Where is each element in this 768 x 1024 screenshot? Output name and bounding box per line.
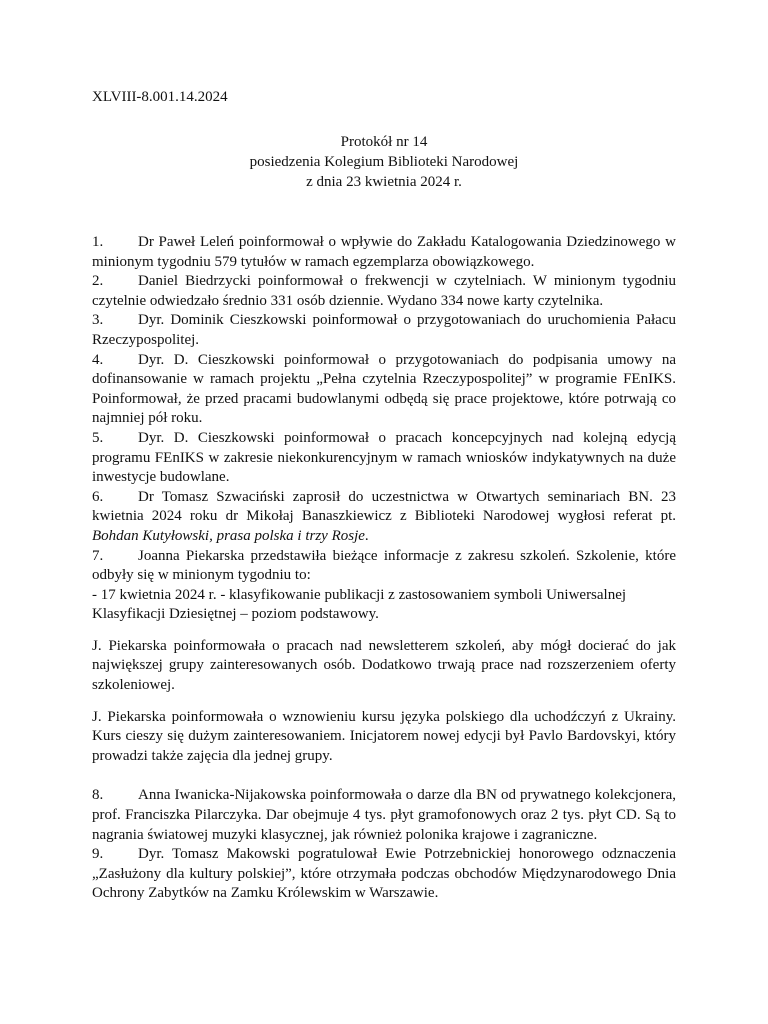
item-text: Dyr. Dominik Cieszkowski poinformował o przygotowaniach do uruchomienia Pałacu Rzeczypospolitej. <box>92 312 676 348</box>
protocol-title: Protokół nr 14 <box>340 134 428 150</box>
item-text: Joanna Piekarska przedstawiła bieżące informacje z zakresu szkoleń. Szkolenie, które odbyły się w minionym tygodniu to: <box>92 547 676 584</box>
document-heading <box>92 132 676 192</box>
list-item-3 <box>92 311 676 350</box>
list-item-8 <box>92 786 676 845</box>
item-number: 4. <box>92 351 104 368</box>
list-item-1 <box>92 233 676 272</box>
item-text: Dyr. D. Cieszkowski poinformował o pracach koncepcyjnych nad kolejną edycją programu FEnIKS w zakresie niekonkurencyjnym w ramach wniosków indykatywnych na duże inwestycje budowlane. <box>92 429 676 486</box>
item-number: 2. <box>92 273 104 290</box>
item-number: 6. <box>92 488 104 505</box>
list-item-2 <box>92 272 676 311</box>
lecture-title: Bohdan Kutyłowski, prasa polska i trzy Rosje <box>92 527 365 544</box>
list-item-4 <box>92 351 676 429</box>
item-text: Daniel Biedrzycki poinformował o frekwencji w czytelniach. W minionym tygodniu czytelnie odwiedzało średnio 331 osób dziennie. Wydano 334 nowe karty czytelnika. <box>92 273 676 309</box>
list-item-9 <box>92 845 676 904</box>
item-number: 9. <box>92 846 104 863</box>
document-body <box>92 233 676 904</box>
item-number: 1. <box>92 234 104 250</box>
item-text-end: . <box>364 527 369 544</box>
paragraph-language-course: J. Piekarska poinformowała o wznowieniu kursu języka polskiego dla uchodźczyń z Ukrainy. Kurs cieszy się dużym zainteresowaniem. Inicjatorem nowej edycji był Pavlo Bardovskyi, który prowadzi także zajęcia dla jednej grupy. <box>92 708 676 764</box>
item-number: 8. <box>92 787 104 804</box>
list-item-5 <box>92 429 676 488</box>
item-number: 7. <box>92 547 104 564</box>
item-text: Anna Iwanicka-Nijakowska poinformowała o darze dla BN od prywatnego kolekcjonera, prof. Franciszka Pilarczyka. Dar obejmuje 4 tys. płyt gramofonowych oraz 2 tys. płyt CD. Są to nagrania światowej muzyki klasycznej, jak również polonika krajowe i zagraniczne. <box>92 787 676 843</box>
training-entry: - 17 kwietnia 2024 r. - klasyfikowanie publikacji z zastosowaniem symboli Uniwersalnej Klasyfikacji Dziesiętnej – poziom podstawowy. <box>92 586 627 623</box>
list-item-7 <box>92 547 676 586</box>
item-number: 3. <box>92 312 104 329</box>
item-text: Dr Tomasz Szwaciński zaprosił do uczestnictwa w Otwartych seminariach BN. 23 kwietnia 2024 roku dr Mikołaj Banaszkiewicz z Biblioteki Narodowej wygłosi referat pt. <box>92 488 676 525</box>
protocol-subtitle: posiedzenia Kolegium Biblioteki Narodowej <box>249 154 519 170</box>
item-text: Dr Paweł Leleń poinformował o wpływie do Zakładu Katalogowania Dziedzinowego w minionym tygodniu 579 tytułów w ramach egzemplarza obowiązkowego. <box>92 234 676 270</box>
paragraph-newsletter: J. Piekarska poinformowała o pracach nad newsletterem szkoleń, aby mógł docierać do jak największej grupy zainteresowanych osób. Dodatkowo trwają prace nad rozszerzeniem oferty szkoleniowej. <box>92 637 676 694</box>
item-text: Dyr. Tomasz Makowski pogratulował Ewie Potrzebnickiej honorowego odznaczenia „Zasłużony dla kultury polskiej”, które otrzymała podczas obchodów Międzynarodowego Dnia Ochrony Zabytków na Zamku Królewskim w Warszawie. <box>92 846 676 902</box>
list-item-6 <box>92 488 676 547</box>
document-reference-number: XLVIII-8.001.14.2024 <box>92 89 228 105</box>
item-text: Dyr. D. Cieszkowski poinformował o przygotowaniach do podpisania umowy na dofinansowanie w ramach projektu „Pełna czytelnia Rzeczypospolitej” w programie FEnIKS. Poinformował, że przed pracami budowlanymi odbędą się prace projektowe, które potrwają co najmniej pół roku. <box>92 351 676 427</box>
item-number: 5. <box>92 429 104 446</box>
protocol-date: z dnia 23 kwietnia 2024 r. <box>306 174 462 190</box>
